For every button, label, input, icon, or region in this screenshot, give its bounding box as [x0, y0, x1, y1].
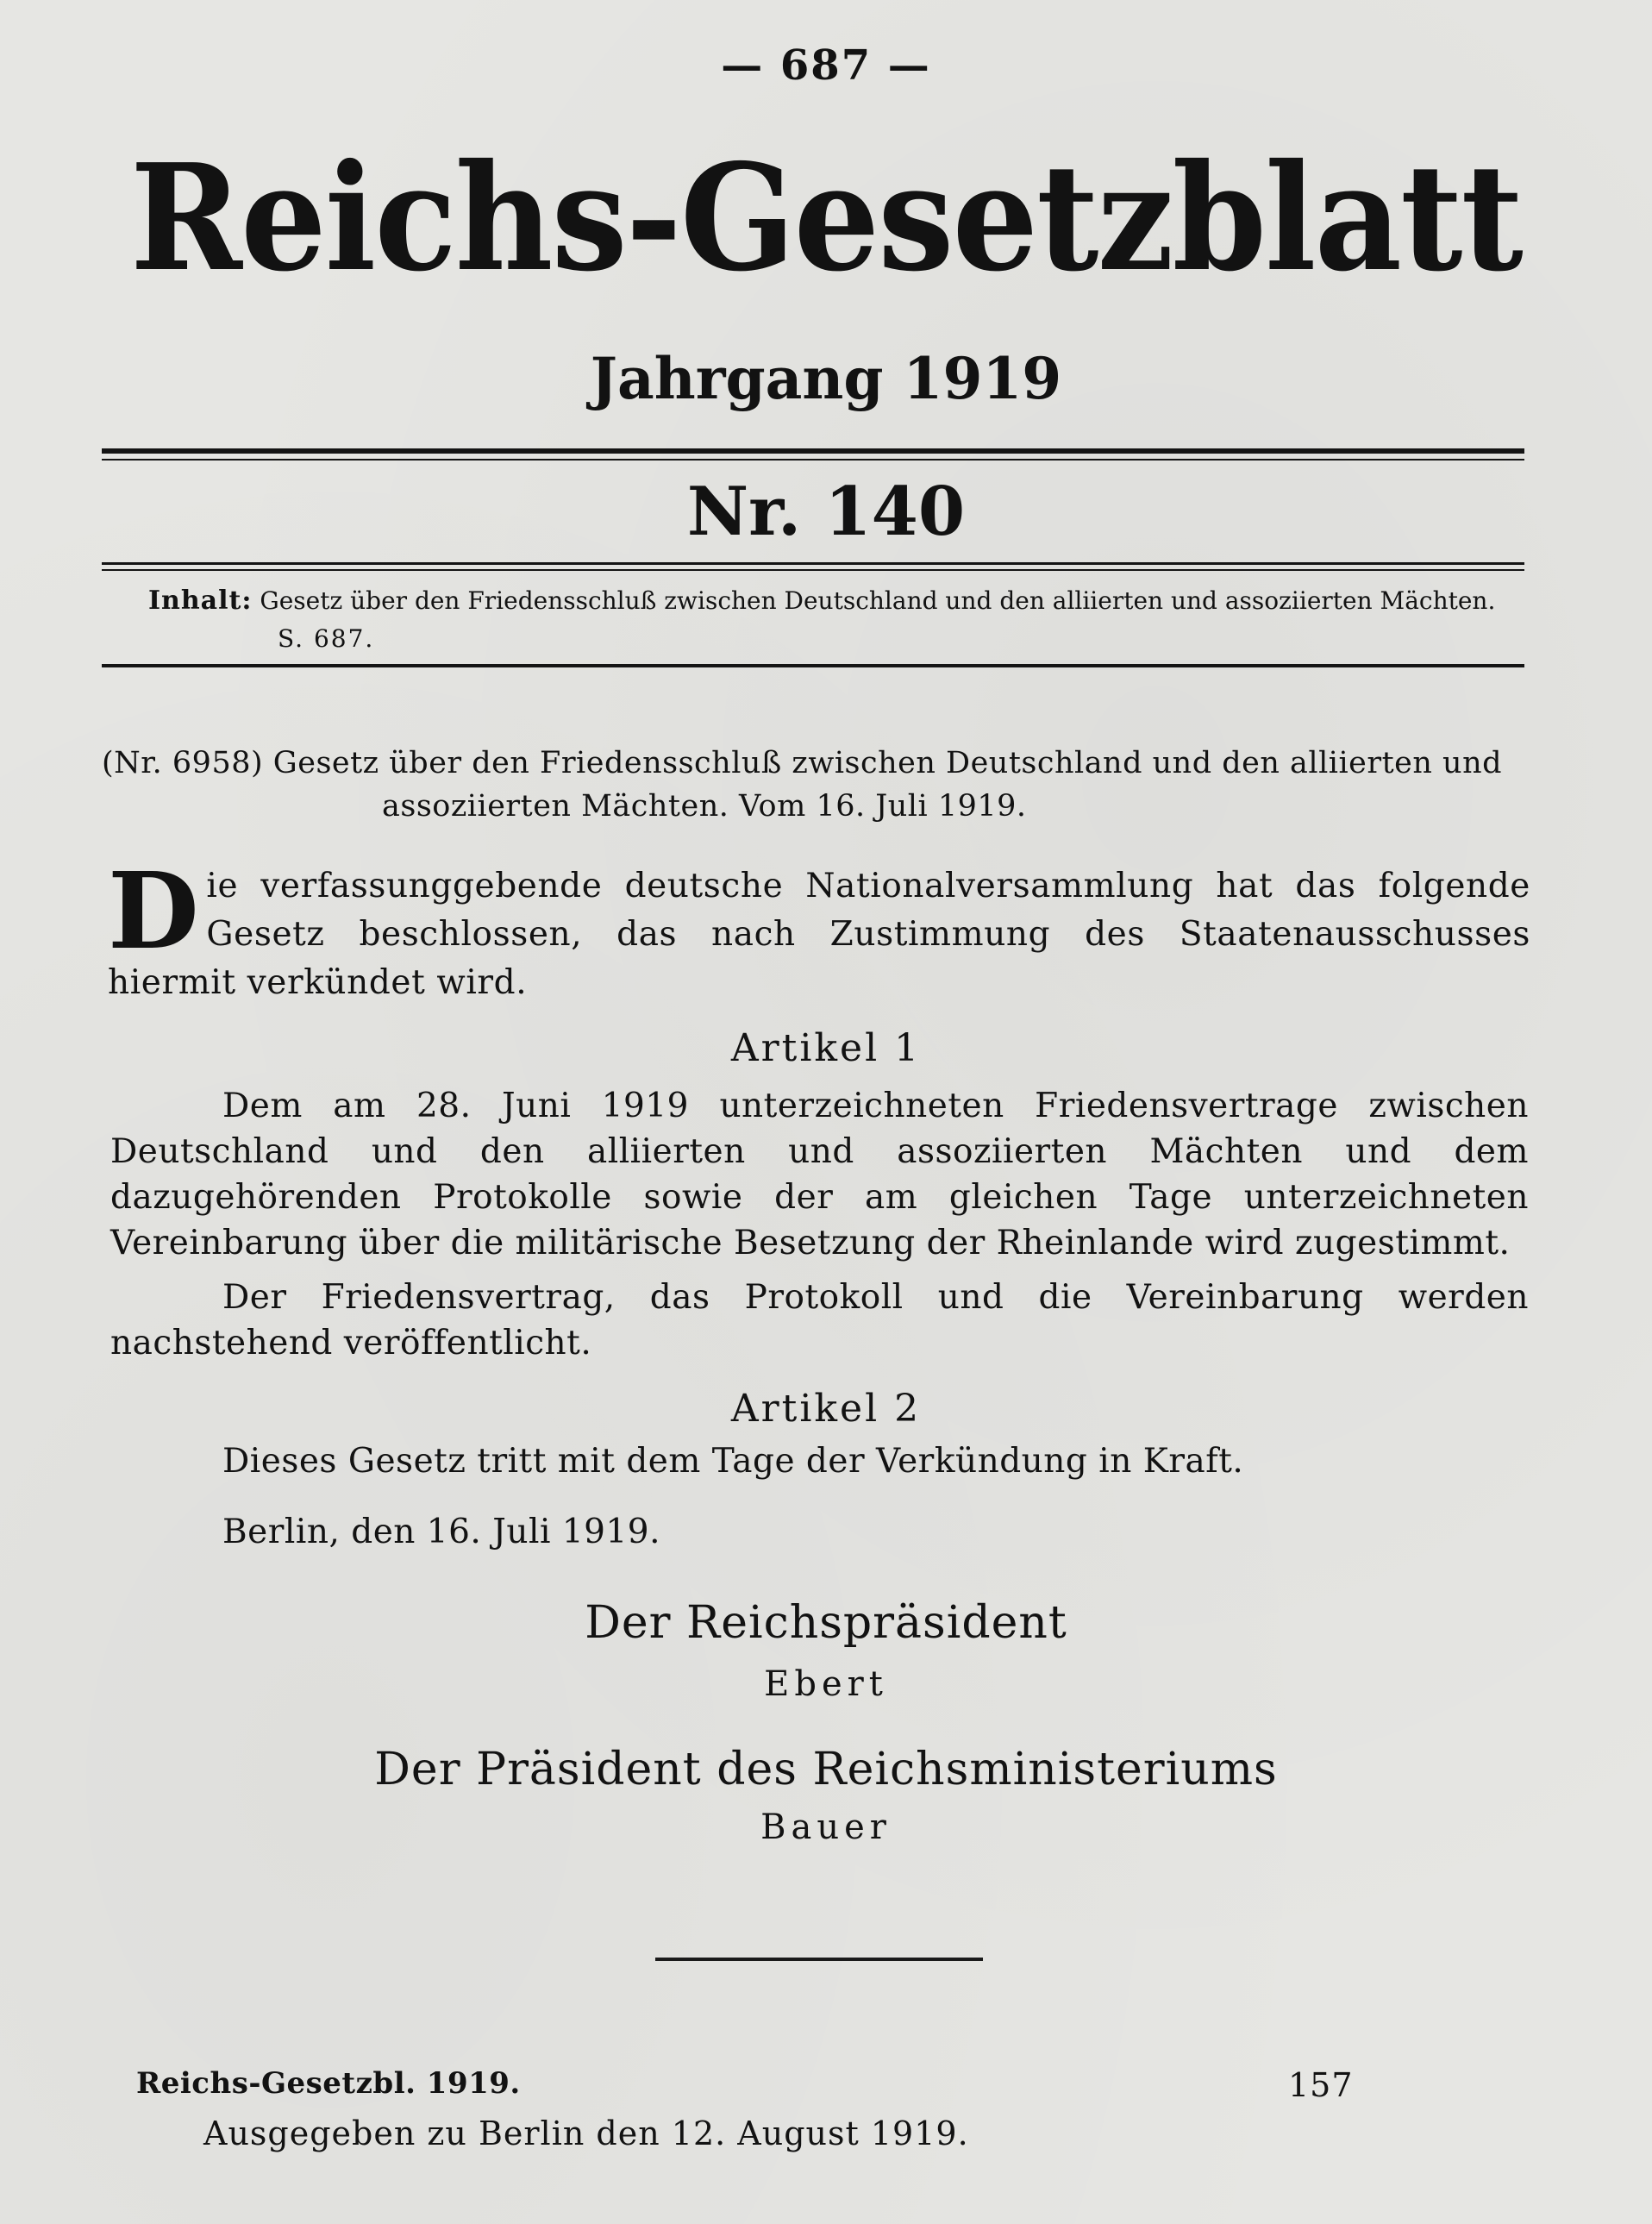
contents-text: Gesetz über den Friedensschluß zwischen Deutschland und den alliierten und assoziierten Mächten.	[260, 586, 1496, 615]
header-rule-middle	[102, 562, 1524, 565]
footer-issued-date: Ausgegeben zu Berlin den 12. August 1919.	[203, 2114, 969, 2152]
preamble	[108, 849, 1530, 1007]
end-rule	[655, 1958, 983, 1961]
contents-label: Inhalt:	[148, 586, 253, 616]
masthead-title: Reichs-Gesetzblatt	[130, 132, 1522, 304]
preamble-drop-cap: D	[108, 849, 200, 973]
volume-year: Jahrgang 1919	[590, 345, 1062, 412]
header-rule-top-thin	[102, 459, 1524, 460]
article-1-paragraph-2: Der Friedensvertrag, das Protokoll und die Vereinbarung werden nachstehend veröffentlicht.	[110, 1278, 1529, 1363]
footer-sheet-number: 157	[1288, 2066, 1354, 2104]
law-title-line1: (Nr. 6958) Gesetz über den Friedensschluß zwischen Deutschland und den alliierten und	[102, 746, 1503, 780]
page-number: — 687 —	[721, 41, 931, 90]
article-1-heading: Artikel 1	[730, 1026, 922, 1070]
place-and-date: Berlin, den 16. Juli 1919.	[222, 1513, 660, 1551]
law-title-line2: assoziierten Mächten. Vom 16. Juli 1919.	[382, 789, 1027, 824]
signatory-1-name: Ebert	[764, 1664, 888, 1704]
header-rule-middle-thin	[102, 569, 1524, 571]
signatory-1-title: Der Reichspräsident	[585, 1597, 1067, 1649]
footer-publication: Reichs-Gesetzbl. 1919.	[136, 2066, 521, 2101]
header-rule-top	[102, 448, 1524, 454]
issue-number: Nr. 140	[686, 473, 966, 551]
signatory-2-title: Der Präsident des Reichsministeriums	[374, 1744, 1278, 1795]
law-title	[102, 742, 1524, 828]
signatory-2-name: Bauer	[760, 1807, 892, 1847]
contents-rule-bottom	[102, 664, 1524, 667]
article-2-heading: Artikel 2	[730, 1387, 922, 1431]
preamble-text: ie verfassunggebende deutsche Nationalversammlung hat das folgende Gesetz beschlossen, das nach Zustimmung des Staatenausschusses hiermit verkündet wird.	[108, 867, 1530, 1002]
article-2-paragraph-1: Dieses Gesetz tritt mit dem Tage der Verkündung in Kraft.	[222, 1442, 1244, 1481]
table-of-contents	[148, 582, 1524, 658]
article-1-paragraph-1: Dem am 28. Juni 1919 unterzeichneten Friedensvertrage zwischen Deutschland und den alliierten und assoziierten Mächten und dem dazugehörenden Protokolle sowie der am gleichen Tage unterzeichneten Vereinbarung über die militärische Besetzung der Rheinlande wird zugestimmt.	[110, 1087, 1529, 1262]
contents-page-ref: S. 687.	[278, 624, 375, 653]
